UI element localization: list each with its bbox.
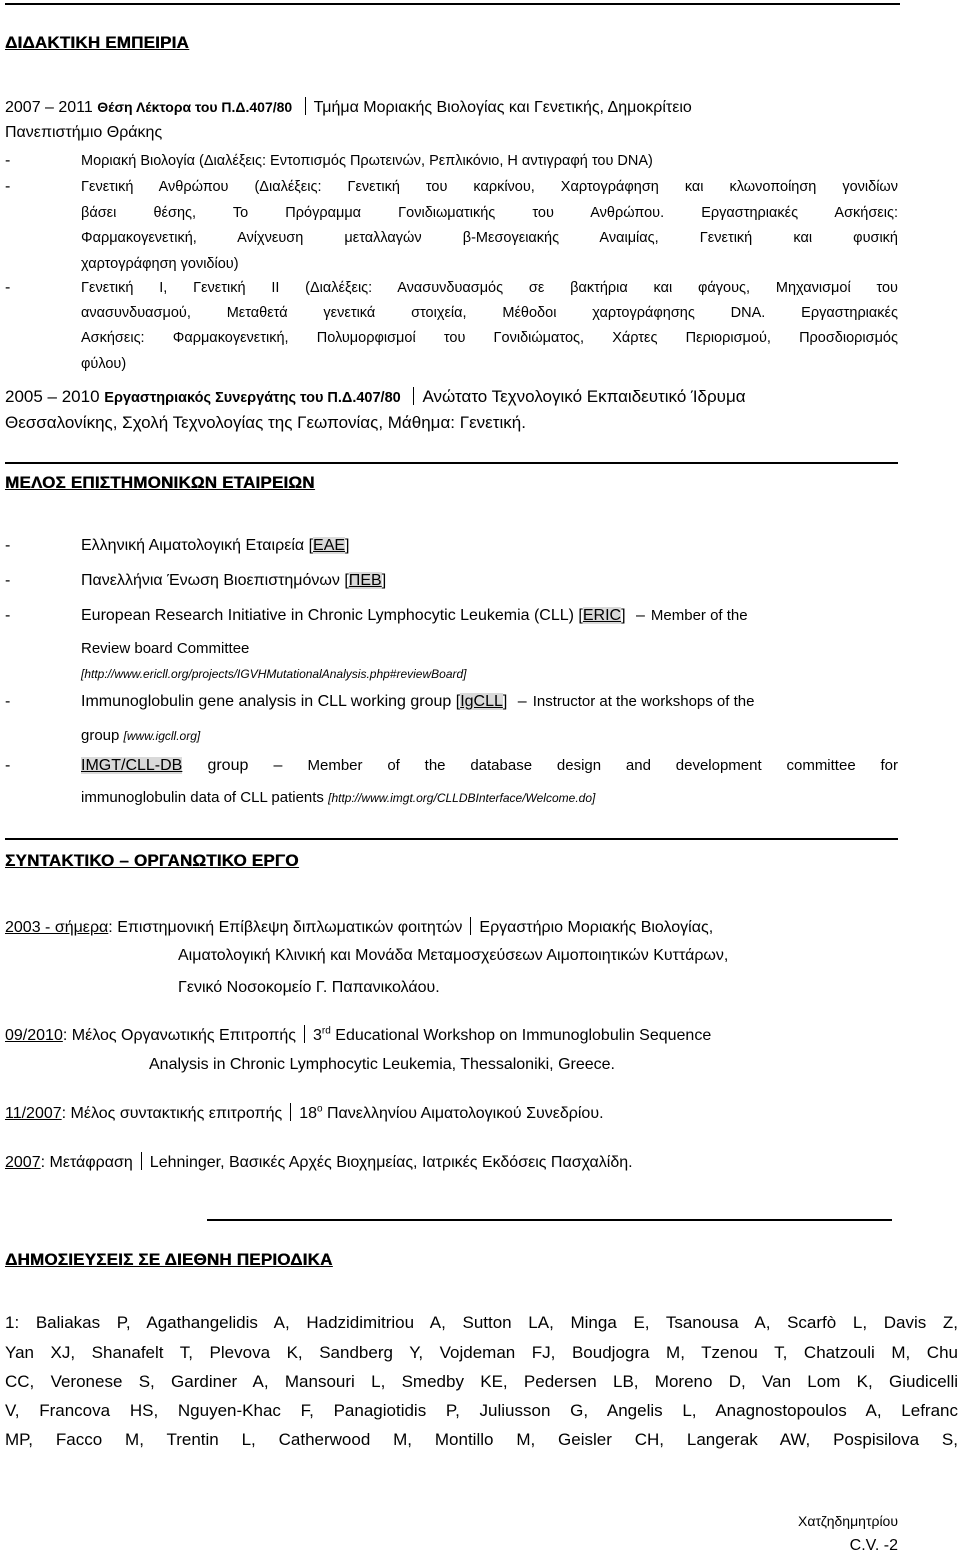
footer-author: Χατζηδημητρίου: [798, 1513, 898, 1529]
society-item: Immunoglobulin gene analysis in CLL working group [IgCLL] – Instructor at the workshops of the: [81, 693, 755, 710]
list-dash: -: [5, 572, 11, 589]
divider: [207, 1219, 892, 1221]
list-dash: -: [5, 693, 11, 710]
publication-line: V, Francova HS, Nguyen-Khac F, Panagiotidis P, Juliusson G, Angelis L, Anagnostopoulos A, Lefranc: [5, 1401, 958, 1420]
course-item: Μοριακή Βιολογία (Διαλέξεις: Εντοπισμός Πρωτεινών, Ρεπλικόνιο, Η αντιγραφή του DNA): [81, 153, 653, 169]
teaching-entry-1: 2007 – 2011 Θέση Λέκτορα του Π.Δ.407/80 Τμήμα Μοριακής Βιολογίας και Γενετικής, Δημοκρίτειο: [5, 99, 692, 116]
separator: [413, 387, 414, 405]
divider: [5, 3, 900, 5]
publication-line: MP, Facco M, Trentin L, Catherwood M, Montillo M, Geisler CH, Langerak AW, Pospisilova S,: [5, 1430, 958, 1449]
society-item: Πανελλήνια Ένωση Βιοεπιστημόνων [ΠΕΒ]: [81, 572, 387, 589]
footer-page-number: C.V. -2: [849, 1537, 898, 1554]
separator: [304, 1025, 305, 1043]
course-item: Γενετική Ανθρώπου (Διαλέξεις: Γενετική του καρκίνου, Χαρτογράφηση και κλωνοποίηση γονιδίων: [81, 179, 898, 195]
cv-page: ΔΙΔΑΚΤΙΚΗ ΕΜΠΕΙΡΙΑ 2007 – 2011 Θέση Λέκτορα του Π.Δ.407/80 Τμήμα Μοριακής Βιολογίας και Γενετικής, Δημοκρίτειο Πανεπιστήμιο Θράκης - Μοριακή Βιολογία (Διαλέξεις: Εντοπισμός Πρωτεινών, Ρεπλικόνιο, Η αντιγραφή του DNA) - Γενετική Ανθρώπου (Διαλέξεις: Γενετική του καρκίνου, Χαρτογράφηση και κλωνοποίηση γονιδίων βάσει θέσης, Το Πρόγραμμα Γονιδιωματικής του Ανθρώπου. Εργαστηριακές Ασκήσεις: Φαρμακογενετική, Ανίχνευση μεταλλαγών β-Μεσογειακής Αναιμίας, Γενετική και φυσική χαρτογράφηση γονιδίου) - Γενετική Ι, Γενετική ΙΙ (Διαλέξεις: Ανασυνδυασμός σε βακτήρια και φάγους, Μηχανισμοί του ανασυνδυασμού, Μεταθετά γενετικά στοιχεία, Μέθοδοι χαρτογράφησης DNA. Εργαστηριακές Ασκήσεις: Φαρμακογενετική, Πολυμορφισμοί του Γονιδιώματος, Χάρτες Περιορισμού, Προσδιορισμός φύλου) 2005 – 2010 Εργαστηριακός Συνεργάτης του Π.Δ.407/80 Ανώτατο Τεχνολογικό Εκπαιδευτικό Ίδρυμα Θεσσαλονίκης, Σχολή Τεχνολογίας της Γεωπονίας, Μάθημα: Γενετική. ΜΕΛΟΣ ΕΠΙΣΤΗΜΟΝΙΚΩΝ ΕΤΑΙΡΕΙΩΝ - Ελληνική Αιματολογική Εταιρεία [ΕΑΕ] - Πανελλήνια Ένωση Βιοεπιστημόνων [ΠΕΒ] - European Research Initiative in Chronic Lymphocytic Leukemia (CLL) [ERIC] – Member of the Review board Committee [http://www.ericll.org/projects/IGVHMutationalAnalysis.php#reviewBoard] - Immunoglobulin gene analysis in CLL working group [IgCLL] – Instructor at the workshops of the group [www.igcll.org] - IMGT/CLL-DB group – Member of the database design and development committee for immunoglobulin data of CLL patients [http://www.imgt.org/CLLDBInterface/Welcome.do] ΣΥΝΤΑΚΤΙΚΟ – ΟΡΓΑΝΩΤΙΚΟ ΕΡΓΟ 2003 - σήμερα: Επιστημονική Επίβλεψη διπλωματικών φοιτητών Εργαστήριο Μοριακής Βιολογίας, Αιματολογική Κλινική και Μονάδα Μεταμοσχεύσεων Αιμοποιητικών Κυττάρων, Γενικό Νοσοκομείο Γ. Παπανικολάου. 09/2010: Μέλος Οργανωτικής Επιτροπής 3rd Educational Workshop on Immunoglobulin Sequence Analysis in Chronic Lymphocytic Leukemia, Thessaloniki, Greece. 11/2007: Μέλος συντακτικής επιτροπής $18^o$ Πανελληνίου Αιματολογικού Συνεδρίου. 2007: Μετάφραση Lehninger, Βασικές Αρχές Βιοχημείας, Ιατρικές Εκδόσεις Πασχαλίδη. ΔΗΜΟΣΙΕΥΣΕΙΣ ΣΕ ΔΙΕΘΝΗ ΠΕΡΙΟΔΙΚΑ 1: Baliakas P, Agathangelidis A, Hadzidimitriou A, Sutton LA, Minga E, Tsanousa A, Scarfò L, Davis Z, Yan XJ, Shanafelt T, Plevova K, Sandberg Y, Vojdeman FJ, Boudjogra M, Tzenou T, Chatzouli M, Chu CC, Veronese S, Gardiner A, Mansouri L, Smedby KE, Pedersen LB, Moreno D, Van Lom K, Giudicelli V, Francova HS, Nguyen-Khac F, Panagiotidis P, Juliusson G, Angelis L, Anagnostopoulos A, Lefranc MP, Facco M, Trentin L, Catherwood M, Montillo M, Geisler CH, Langerak AW, Pospisilova S, Χατζηδημητρίου C.V. -2: [0, 0, 960, 1560]
publication-line: 1: Baliakas P, Agathangelidis A, Hadzidimitriou A, Sutton LA, Minga E, Tsanousa A, Scarfò L, Davis Z,: [5, 1313, 958, 1332]
separator: [470, 917, 471, 935]
section-title-teaching: ΔΙΔΑΚΤΙΚΗ ΕΜΠΕΙΡΙΑ: [5, 33, 189, 52]
publication-line: CC, Veronese S, Gardiner A, Mansouri L, Smedby KE, Pedersen LB, Moreno D, Van Lom K, Giudicelli: [5, 1372, 958, 1391]
section-title-editorial: ΣΥΝΤΑΚΤΙΚΟ – ΟΡΓΑΝΩΤΙΚΟ ΕΡΓΟ: [5, 851, 299, 870]
list-dash: -: [5, 152, 11, 169]
section-title-publications: ΔΗΜΟΣΙΕΥΣΕΙΣ ΣΕ ΔΙΕΘΝΗ ΠΕΡΙΟΔΙΚΑ: [5, 1250, 333, 1269]
list-dash: -: [5, 607, 11, 624]
list-dash: -: [5, 537, 11, 554]
list-dash: -: [5, 178, 11, 195]
teaching-entry-2: 2005 – 2010 Εργαστηριακός Συνεργάτης του Π.Δ.407/80 Ανώτατο Τεχνολογικό Εκπαιδευτικό Ίδρυμα: [5, 387, 746, 406]
list-dash: -: [5, 279, 11, 296]
society-item: IMGT/CLL-DB group – Member of the database design and development committee for: [81, 757, 898, 774]
separator: [305, 97, 306, 115]
section-title-societies: ΜΕΛΟΣ ΕΠΙΣΤΗΜΟΝΙΚΩΝ ΕΤΑΙΡΕΙΩΝ: [5, 473, 315, 492]
publication-line: Yan XJ, Shanafelt T, Plevova K, Sandberg Y, Vojdeman FJ, Boudjogra M, Tzenou T, Chatzouli M, Chu: [5, 1343, 958, 1362]
divider: [5, 462, 898, 464]
editorial-entry-2: 09/2010: Μέλος Οργανωτικής Επιτροπής 3rd Educational Workshop on Immunoglobulin Sequence: [5, 1025, 712, 1044]
separator: [141, 1152, 142, 1170]
society-url: [www.igcll.org]: [123, 729, 201, 743]
divider: [5, 838, 898, 840]
society-url: [http://www.ericll.org/projects/IGVHMutationalAnalysis.php#reviewBoard]: [81, 667, 467, 681]
society-item: European Research Initiative in Chronic Lymphocytic Leukemia (CLL) [ERIC] – Member of the: [81, 607, 748, 624]
separator: [290, 1103, 291, 1121]
society-item: Ελληνική Αιματολογική Εταιρεία [ΕΑΕ]: [81, 537, 350, 554]
society-url: [http://www.imgt.org/CLLDBInterface/Welcome.do]: [328, 791, 596, 805]
editorial-entry-4: 2007: Μετάφραση Lehninger, Βασικές Αρχές Βιοχημείας, Ιατρικές Εκδόσεις Πασχαλίδη.: [5, 1154, 633, 1171]
editorial-entry-1: 2003 - σήμερα: Επιστημονική Επίβλεψη διπλωματικών φοιτητών Εργαστήριο Μοριακής Βιολογίας,: [5, 919, 714, 936]
course-item: Γενετική Ι, Γενετική ΙΙ (Διαλέξεις: Ανασυνδυασμός σε βακτήρια και φάγους, Μηχανισμοί του: [81, 280, 898, 296]
editorial-entry-3: 11/2007: Μέλος συντακτικής επιτροπής $18^o$ Πανελληνίου Αιματολογικού Συνεδρίου.: [5, 1103, 604, 1122]
list-dash: -: [5, 757, 11, 774]
